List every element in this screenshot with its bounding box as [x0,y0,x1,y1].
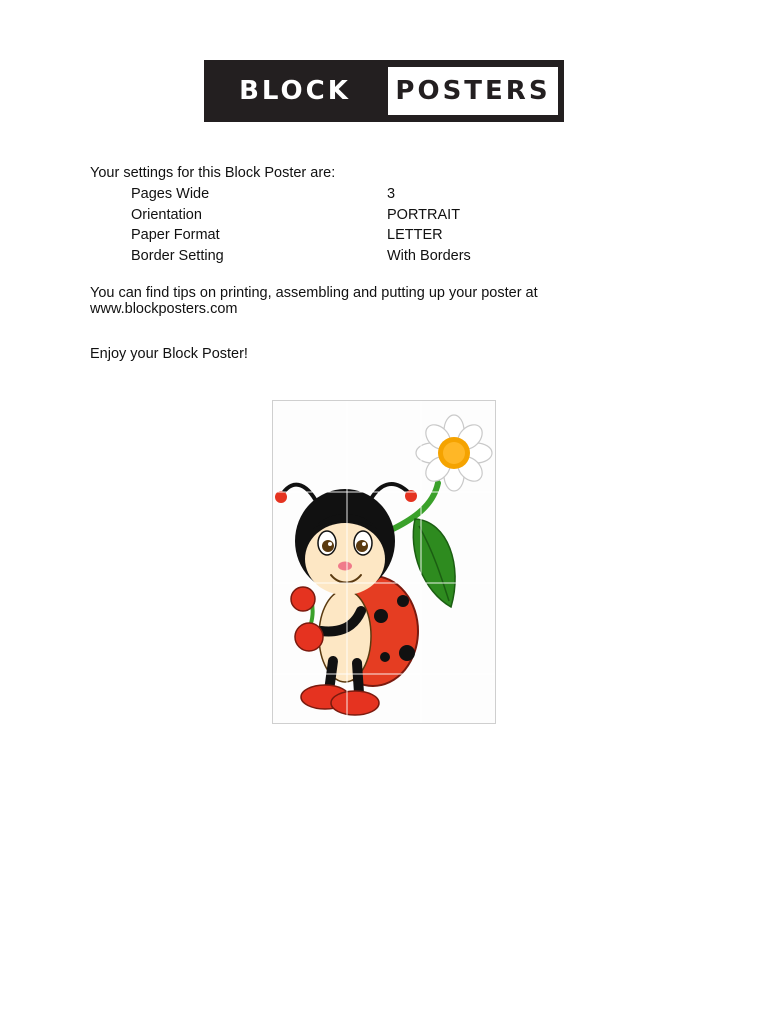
daisy-flower-icon [416,415,492,491]
enjoy-message: Enjoy your Block Poster! [90,346,248,362]
setting-label-paper-format: Paper Format [131,227,220,243]
tips-link: www.blockposters.com [90,301,238,317]
logo-posters-text: POSTERS [388,67,558,115]
tips-paragraph [90,285,538,317]
setting-value-pages-wide: 3 [387,186,396,202]
logo-block-text: BLOCK [239,76,351,106]
setting-value-border-setting: With Borders [387,248,471,264]
setting-label-pages-wide: Pages Wide [131,186,210,202]
setting-value-paper-format: LETTER [387,227,443,243]
setting-label-border-setting: Border Setting [131,248,224,264]
block-posters-logo [204,60,564,122]
setting-value-orientation: PORTRAIT [387,207,461,223]
setting-label-orientation: Orientation [131,207,202,223]
poster-preview [272,400,496,724]
settings-intro: Your settings for this Block Poster are: [90,165,336,181]
ladybug-illustration [273,401,495,723]
tips-text: You can find tips on printing, assembling and putting up your poster at [90,285,538,301]
